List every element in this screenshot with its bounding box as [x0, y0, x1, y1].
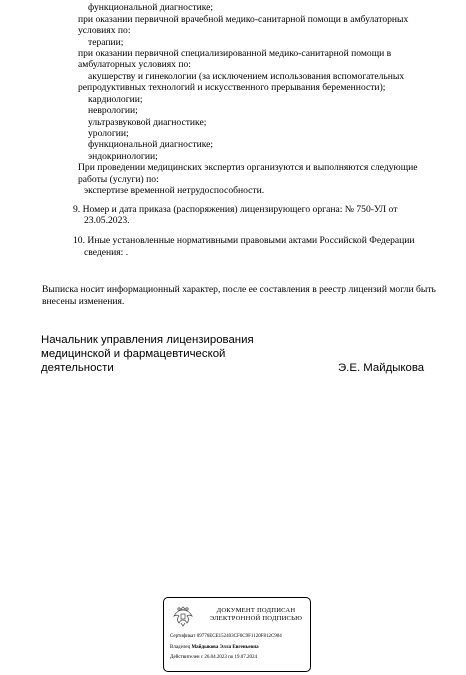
text-line: амбулаторных условиях по: [78, 59, 191, 70]
signatory-title-line-2: медицинской и фармацевтической [41, 348, 226, 360]
stamp-heading-line-2: ЭЛЕКТРОННОЙ ПОДПИСЬЮ [209, 615, 303, 622]
electronic-signature-stamp [163, 597, 311, 672]
stamp-owner-label: Владелец [170, 645, 191, 650]
text-line: функциональной диагностике; [88, 139, 214, 150]
text-line: условиях по: [78, 25, 131, 36]
stamp-heading-line-1: ДОКУМЕНТ ПОДПИСАН [216, 607, 296, 614]
text-line: работы (услуги) по: [78, 174, 159, 185]
text-line: экспертизе временной нетрудоспособности. [84, 185, 265, 196]
text-line: репродуктивных технологий и искусственного прерывания беременности); [78, 82, 386, 93]
text-line: эндокринологии; [88, 151, 158, 162]
stamp-certificate: Сертификат 09776ECE152403CF6C9F1120F812C904 [170, 634, 282, 639]
coat-of-arms-icon [172, 604, 194, 628]
text-line: урологии; [88, 128, 129, 139]
text-line: при оказании первичной специализированной медико-санитарной помощи в [78, 48, 392, 59]
stamp-validity: Действителен с 26.04.2023 по 19.07.2024 [170, 655, 257, 660]
signatory-title-line-1: Начальник управления лицензирования [41, 334, 254, 346]
notice-line-1: Выписка носит информационный характер, после ее составления в реестр лицензий могли быть [42, 284, 436, 295]
text-line: При проведении медицинских экспертиз организуются и выполняются следующие [78, 162, 418, 173]
notice-line-2: внесены изменения. [42, 296, 125, 307]
signatory-title-line-3: деятельности [41, 362, 114, 374]
stamp-owner [170, 645, 259, 651]
signatory-name: Э.Е. Майдыкова [338, 362, 425, 374]
text-line: ультразвуковой диагностике; [88, 117, 207, 128]
text-line: кардиологии; [88, 94, 143, 105]
item-9-line-1: 9. Номер и дата приказа (распоряжения) лицензирующего органа: № 750-УЛ от [73, 204, 398, 215]
item-10-line-2: сведения: . [84, 247, 129, 258]
text-line: акушерству и гинекологии (за исключением использования вспомогательных [88, 71, 405, 82]
text-line: функциональной диагностике; [88, 2, 214, 13]
stamp-owner-name: Майдыкова Элла Евгеньевна [191, 645, 259, 650]
text-line: неврологии; [88, 105, 138, 116]
stamp-heading [206, 607, 306, 623]
item-10-line-1: 10. Иные установленные нормативными правовыми актами Российской Федерации [73, 235, 415, 246]
text-line: при оказании первичной врачебной медико-санитарной помощи в амбулаторных [78, 14, 409, 25]
item-9-line-2: 23.05.2023. [84, 215, 130, 226]
text-line: терапии; [88, 37, 124, 48]
